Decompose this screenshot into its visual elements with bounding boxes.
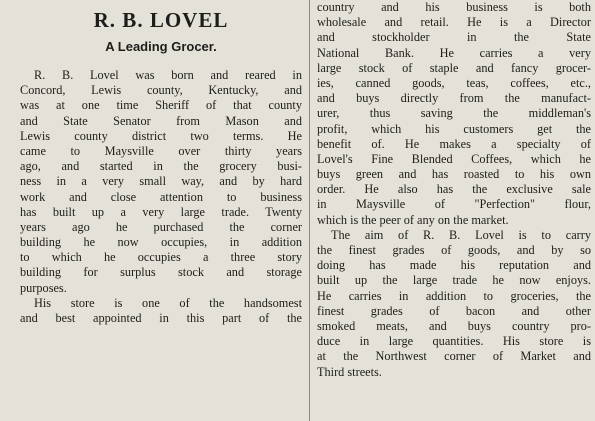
article-subhead: A Leading Grocer. bbox=[105, 39, 217, 54]
text-line: country and his business is both bbox=[317, 0, 591, 14]
text-line: duce in large quantities. His store is bbox=[317, 334, 591, 349]
text-line: large stock of staple and fancy grocer- bbox=[317, 60, 591, 75]
right-column bbox=[312, 0, 595, 380]
text-line: building for surplus stock and storage bbox=[20, 265, 302, 280]
text-line: and State Senator from Mason and bbox=[20, 113, 302, 128]
article-headline: R. B. LOVEL bbox=[93, 8, 229, 32]
text-line: wholesale and retail. He is a Director bbox=[317, 15, 591, 30]
text-line: He carries in addition to groceries, the bbox=[317, 288, 591, 303]
text-line: buys green and has roasted to his own bbox=[317, 167, 591, 182]
text-line: profit, which his customers get the bbox=[317, 121, 591, 136]
text-line: and stockholder in the State bbox=[317, 30, 591, 45]
text-line: the finest grades of goods, and by so bbox=[317, 243, 591, 257]
text-line: smoked meats, and buys country pro- bbox=[317, 318, 591, 333]
right-column-text bbox=[317, 0, 591, 380]
text-line: built up the large trade he now enjoys. bbox=[317, 273, 591, 288]
text-line: in Maysville of "Perfection" flour, bbox=[317, 197, 591, 212]
text-line: doing has made his reputation and bbox=[317, 258, 591, 273]
left-column-text bbox=[20, 68, 302, 326]
left-column bbox=[0, 0, 308, 326]
text-line: and best appointed in this part of the bbox=[20, 311, 302, 325]
text-line: work and close attention to business bbox=[20, 189, 302, 204]
text-line: years ago he purchased the corner bbox=[20, 219, 302, 234]
text-line: Third streets. bbox=[317, 364, 382, 379]
text-line: The aim of R. B. Lovel is to carry bbox=[331, 227, 591, 242]
text-line: finest grades of bacon and other bbox=[317, 303, 591, 318]
text-line: and buys directly from the manufact- bbox=[317, 91, 591, 106]
text-line: to which he occupies a three story bbox=[20, 250, 302, 265]
text-line: ago, and started in the grocery busi- bbox=[20, 159, 302, 174]
text-line: purposes. bbox=[20, 280, 67, 295]
text-line: which is the peer of any on the market. bbox=[317, 212, 509, 227]
text-line: National Bank. He carries a very bbox=[317, 45, 591, 60]
text-line: came to Maysville over thirty years bbox=[20, 143, 302, 158]
text-line: Lewis county district two terms. He bbox=[20, 128, 302, 143]
text-line: Lovel's Fine Blended Coffees, which he bbox=[317, 151, 591, 166]
text-line: R. B. Lovel was born and reared in bbox=[34, 68, 302, 82]
text-line: Concord, Lewis county, Kentucky, and bbox=[20, 83, 302, 98]
text-line: building he now occupies, in addition bbox=[20, 235, 302, 250]
text-line: ness in a very small way, and by hard bbox=[20, 174, 302, 189]
text-line: benefit of. He makes a specialty of bbox=[317, 136, 591, 151]
column-divider bbox=[309, 0, 310, 421]
text-line: was at one time Sheriff of that county bbox=[20, 98, 302, 113]
text-line: ies, canned goods, teas, coffees, etc., bbox=[317, 75, 591, 90]
text-line: His store is one of the handsomest bbox=[34, 295, 302, 310]
text-line: order. He also has the exclusive sale bbox=[317, 182, 591, 197]
text-line: at the Northwest corner of Market and bbox=[317, 349, 591, 364]
text-line: has built up a very large trade. Twenty bbox=[20, 204, 302, 219]
text-line: urer, thus saving the middleman's bbox=[317, 106, 591, 121]
